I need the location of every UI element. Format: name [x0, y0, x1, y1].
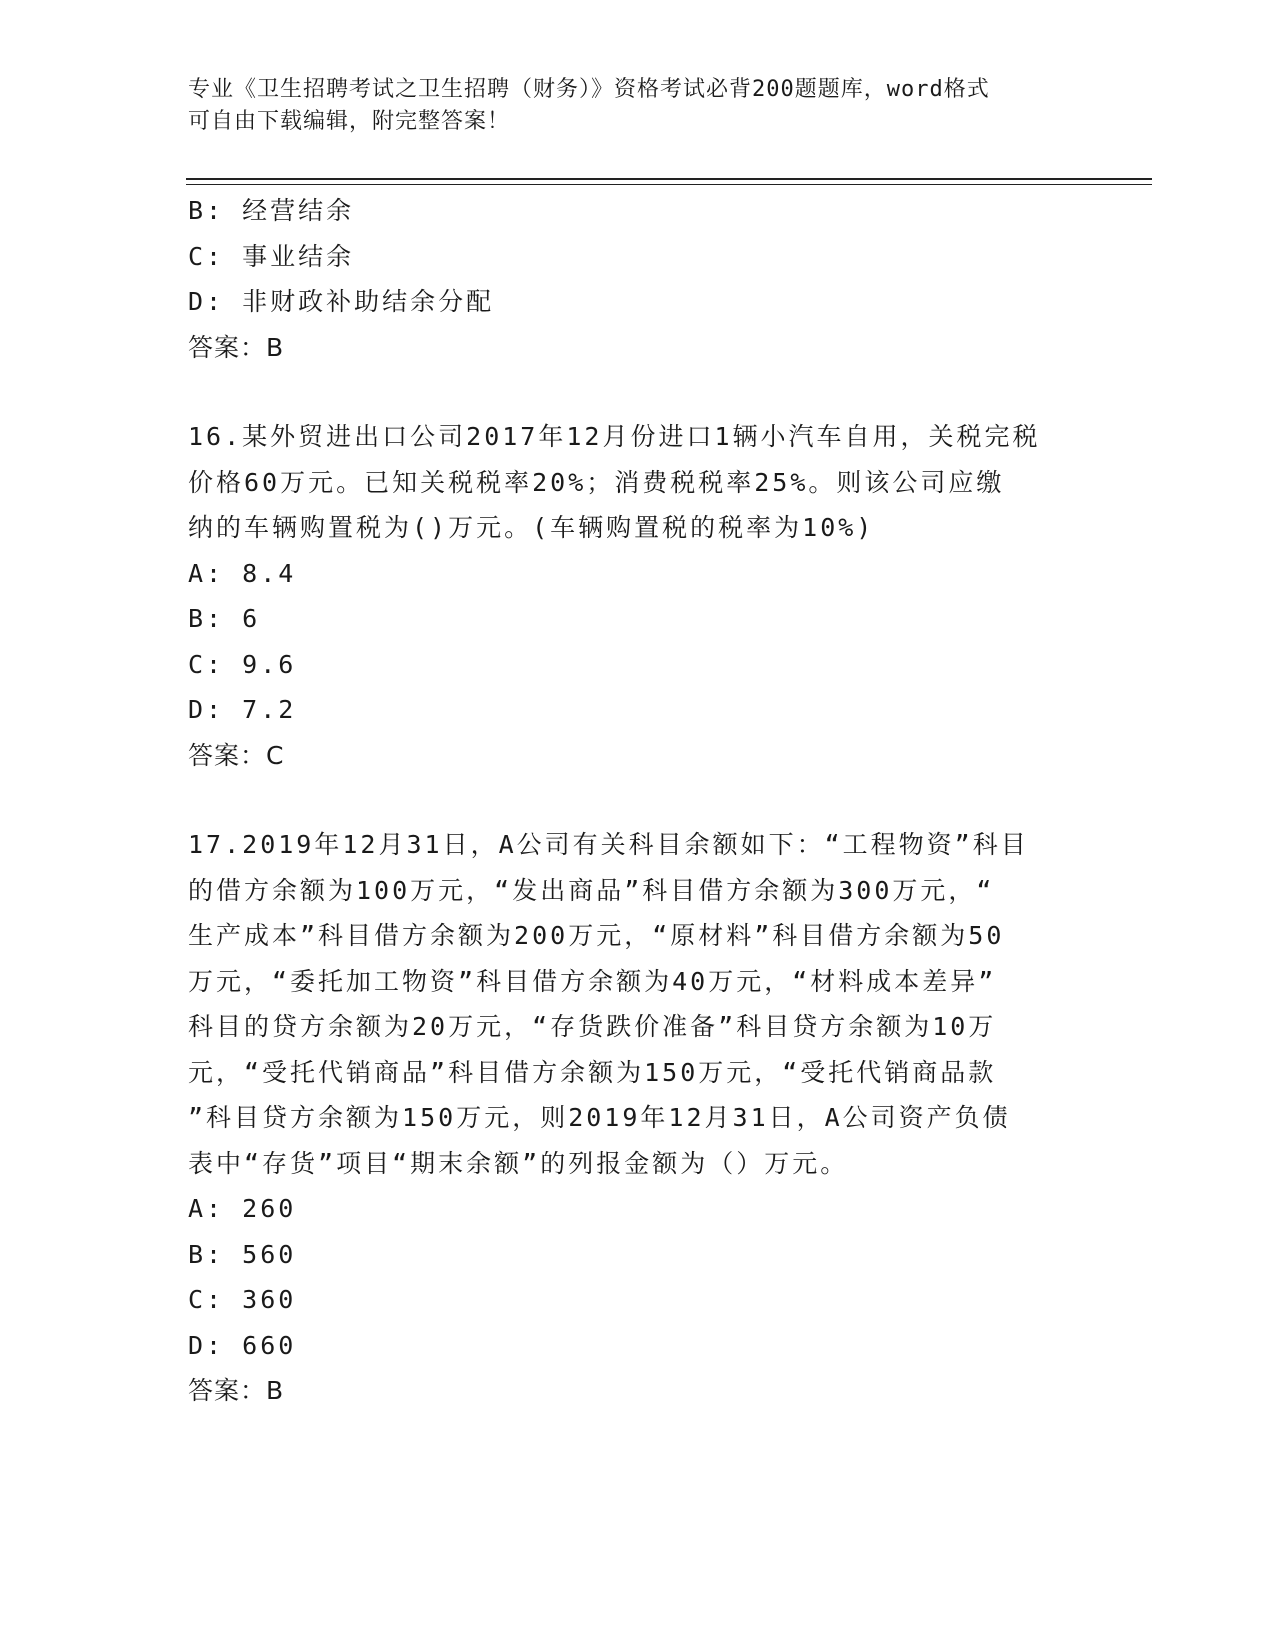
- header-divider-thin: [186, 184, 1152, 185]
- prev-question-block: [188, 188, 1078, 370]
- option-d: D: 非财政补助结余分配: [188, 287, 495, 316]
- answer-line: 答案：C: [188, 740, 285, 770]
- question-text-line: 元，“受托代销商品”科目借方余额为150万元，“受托代销商品款: [188, 1057, 997, 1087]
- answer-line: 答案：B: [188, 1376, 285, 1405]
- option-b: B: 6: [188, 604, 261, 633]
- question-text-line: 价格60万元。已知关税税率20%；消费税税率25%。则该公司应缴: [188, 467, 1005, 497]
- question-text-line: 生产成本”科目借方余额为200万元，“原材料”科目借方余额为50: [188, 921, 1005, 950]
- option-b: B: 560: [188, 1239, 297, 1269]
- option-b: B: 经营结余: [188, 196, 355, 225]
- answer-line: 答案：B: [188, 332, 285, 362]
- question-text-line: 科目的贷方余额为20万元，“存货跌价准备”科目贷方余额为10万: [188, 1012, 997, 1041]
- question-17: [188, 822, 1078, 1414]
- header-divider-thick: [186, 178, 1152, 180]
- option-d: D: 660: [188, 1330, 297, 1360]
- header-line-1: 专业《卫生招聘考试之卫生招聘（财务）》资格考试必背200题题库，word格式: [188, 77, 990, 102]
- question-text-line: 16.某外贸进出口公司2017年12月份进口1辆小汽车自用，关税完税: [188, 422, 1041, 451]
- option-d: D: 7.2: [188, 695, 297, 724]
- document-body: [188, 188, 1078, 1414]
- spacer: [188, 778, 1078, 822]
- question-text-line: 万元，“委托加工物资”科目借方余额为40万元，“材料成本差异”: [188, 966, 997, 996]
- question-text-line: 表中“存货”项目“期末余额”的列报金额为（）万元。: [188, 1148, 849, 1178]
- question-16: [188, 414, 1078, 778]
- question-text-line: ”科目贷方余额为150万元，则2019年12月31日，A公司资产负债: [188, 1103, 1011, 1132]
- option-a: A: 8.4: [188, 558, 297, 588]
- question-text-line: 17.2019年12月31日，A公司有关科目余额如下：“工程物资”科目: [188, 830, 1029, 859]
- document-header: [188, 74, 1068, 138]
- question-text-line: 纳的车辆购置税为()万元。(车辆购置税的税率为10%): [188, 513, 875, 542]
- option-c: C: 360: [188, 1285, 297, 1314]
- header-line-2: 可自由下载编辑，附完整答案！: [188, 109, 511, 134]
- option-c: C: 9.6: [188, 649, 297, 679]
- question-text-line: 的借方余额为100万元，“发出商品”科目借方余额为300万元，“: [188, 875, 995, 905]
- spacer: [188, 370, 1078, 414]
- option-c: C: 事业结余: [188, 241, 355, 271]
- option-a: A: 260: [188, 1194, 297, 1223]
